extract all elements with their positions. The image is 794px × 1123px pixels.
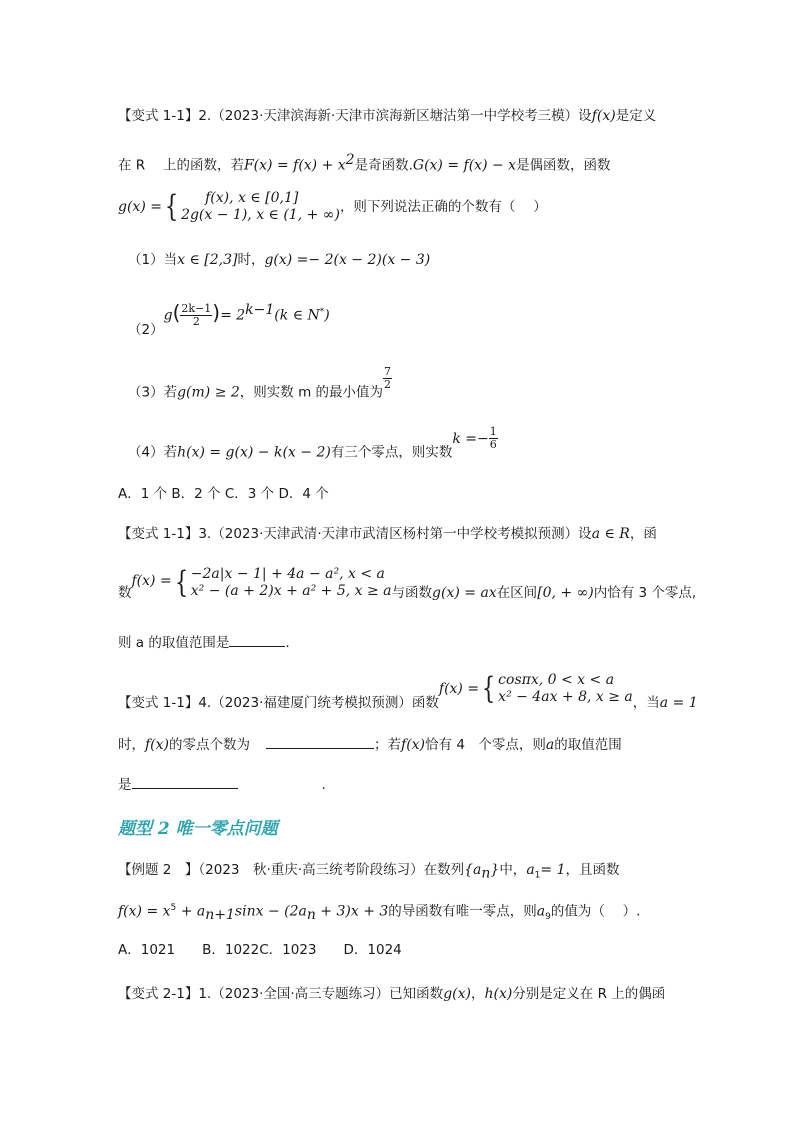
problem-2-line-1: 【变式 1-1】2.（2023·天津滨海新·天津市滨海新区塘沽第一中学校考三模）设f(x)是定义 <box>118 108 657 124</box>
problem-tag: 【变式 1-1】4. <box>118 695 212 711</box>
problem-3-line-3: 则 a 的取值范围是 . <box>118 632 290 653</box>
statement-1: （1）当x ∈ [2,3]时，g(x) =− 2(x − 2)(x − 3) <box>128 252 431 268</box>
variation-2-1-line-1: 【变式 2-1】1.（2023·全国·高三专题练习）已知函数g(x)，h(x)分别是定义在 R 上的偶函 <box>118 986 666 1002</box>
problem-tag: 【例题 2 】 <box>118 862 199 878</box>
problem-3-line-2: 数f(x) ={ −2a|x − 1| + 4a − a², x < a x² − (a + 2)x + a² + 5, x ≥ a与函数g(x) = ax在区间[0, + ∞)内恰有 3 个零点, <box>118 565 697 601</box>
statement-3: （3）若g(m) ≥ 2，则实数 m 的最小值为 $\frac{7}{2}$ <box>128 365 392 401</box>
answer-options: A．1 个 B．2 个 C．3 个 D．4 个 <box>118 486 329 502</box>
problem-4-line-2: 时，f(x)的零点个数为 ；若f(x)恰有 4 个零点，则a的取值范围 <box>118 734 622 755</box>
piecewise-g-definition: g(x) ={ f(x), x ∈ [0,1] 2g(x − 1), x ∈ (1, + ∞)，则下列说法正确的个数有（ ） <box>118 189 547 224</box>
problem-4-line-1: 【变式 1-1】4.（2023·福建厦门统考模拟预测）函数f(x) ={ cosπx, 0 < x < a x² − 4ax + 8, x ≥ a，当a = 1 <box>118 671 698 711</box>
section-heading: 题型 2 唯一零点问题 <box>118 819 278 839</box>
problem-tag: 【变式 1-1】2. <box>118 108 212 124</box>
example-2-line-2: $f(x) = x^5 + a_{n+1}\sin x - (2a_n + 3)x + 3$的导函数有唯一零点，则$a_9$的值为（ ）. <box>118 903 641 924</box>
problem-tag: 【变式 1-1】3. <box>118 526 212 542</box>
problem-2-line-2: 在 R 上的函数，若$F(x) = f(x) + x^2$是奇函数.G(x) = f(x) − x是偶函数，函数 <box>118 152 611 174</box>
answer-blank-range[interactable] <box>132 774 238 789</box>
problem-tag: 【变式 2-1】1. <box>118 986 212 1002</box>
problem-4-line-3: 是 . <box>118 774 326 795</box>
example-2-line-1: 【例题 2 】（2023 秋·重庆·高三统考阶段练习）在数列$\{a_n\}$中，$a_1= 1$，且函数 <box>118 862 620 882</box>
problem-3-line-1: 【变式 1-1】3.（2023·天津武清·天津市武清区杨村第一中学校考模拟预测）设a ∈ R，函 <box>118 526 657 542</box>
answer-blank-count[interactable] <box>266 734 374 749</box>
answer-blank[interactable] <box>229 632 285 647</box>
statement-2: （2）g( $\frac{2k-1}{2}$ )= $2^{k-1}(k$ ∈ N*) <box>128 300 330 338</box>
example-2-options: A．1021 B．1022C．1023 D．1024 <box>118 942 402 958</box>
statement-4: （4）若h(x) = g(x) − k(x − 2)有三个零点，则实数k =− $\frac{1}{6}$ <box>128 425 497 461</box>
